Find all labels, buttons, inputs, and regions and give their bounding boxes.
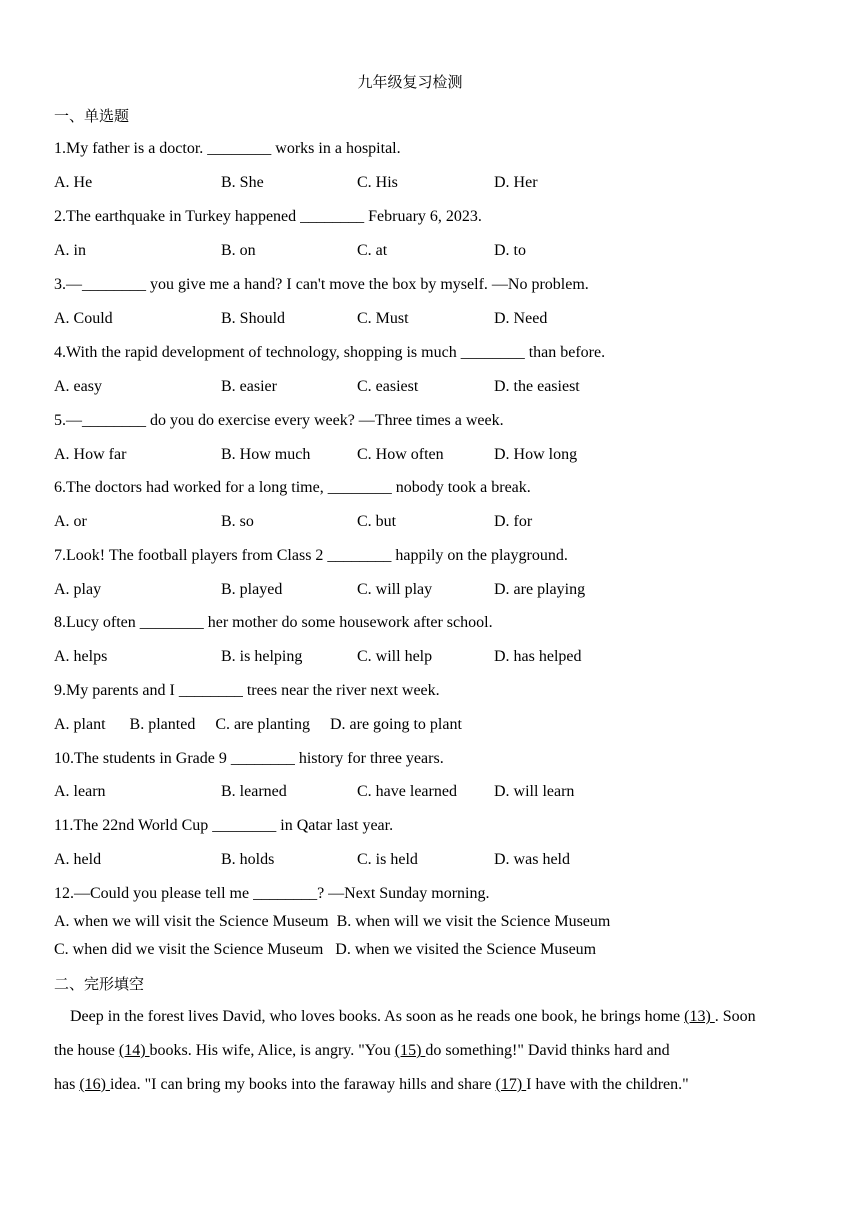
option-b: B. on xyxy=(221,242,256,259)
question-stem: 9.My parents and I ________ trees near the river next week. xyxy=(54,682,440,699)
option-a: A. or xyxy=(54,513,87,530)
cloze-blank-15: (15) xyxy=(394,1042,426,1059)
option-a: A. learn xyxy=(54,783,106,800)
option-a: A. Could xyxy=(54,310,113,327)
cloze-blank-13: (13) xyxy=(684,1008,715,1025)
question-stem: 1.My father is a doctor. ________ works in a hospital. xyxy=(54,140,401,157)
question-stem: 3.—________ you give me a hand? I can't move the box by myself. —No problem. xyxy=(54,276,589,293)
option-b: B. is helping xyxy=(221,648,303,665)
section-heading-cloze: 二、完形填空 xyxy=(54,975,145,993)
option-c: C. His xyxy=(357,174,398,191)
question-options xyxy=(54,241,754,261)
cloze-text: idea. "I can bring my books into the faraway hills and share xyxy=(109,1076,496,1093)
question-stem: 7.Look! The football players from Class 2 ________ happily on the playground. xyxy=(54,547,568,564)
question-options xyxy=(54,309,754,329)
page-title: 九年级复习检测 xyxy=(357,73,463,91)
question-options xyxy=(54,850,754,870)
cloze-text: books. His wife, Alice, is angry. "You xyxy=(149,1042,395,1059)
question-options xyxy=(54,647,754,667)
option-d: D. will learn xyxy=(494,783,575,800)
option-b: B. holds xyxy=(221,851,275,868)
option-b: B. How much xyxy=(221,446,311,463)
option-b: B. Should xyxy=(221,310,286,327)
question-stem: 12.—Could you please tell me ________? —Next Sunday morning. xyxy=(54,885,490,902)
option-d: D. How long xyxy=(494,446,578,463)
question-options xyxy=(54,377,754,397)
option-b: B. learned xyxy=(221,783,287,800)
cloze-text: Deep in the forest lives David, who loves books. As soon as he reads one book, he brings home xyxy=(70,1008,685,1025)
question-options xyxy=(54,445,754,465)
option-a: A. easy xyxy=(54,378,102,395)
option-a: A. helps xyxy=(54,648,108,665)
cloze-text: do something!" David thinks hard and xyxy=(425,1042,670,1059)
question-options xyxy=(54,580,754,600)
option-c: C. have learned xyxy=(357,783,457,800)
question-options xyxy=(54,173,754,193)
cloze-line-2 xyxy=(54,1041,670,1061)
option-d: D. to xyxy=(494,242,526,259)
question-options xyxy=(54,512,754,532)
question-stem: 8.Lucy often ________ her mother do some housework after school. xyxy=(54,614,493,631)
question-stem: 4.With the rapid development of technology, shopping is much ________ than before. xyxy=(54,344,606,361)
option-d: D. for xyxy=(494,513,533,530)
cloze-blank-17: (17) xyxy=(495,1076,527,1093)
section-heading-single-choice: 一、单选题 xyxy=(54,107,130,125)
option-c: C. Must xyxy=(357,310,409,327)
option-c: C. is held xyxy=(357,851,418,868)
option-b: B. played xyxy=(221,581,283,598)
option-c: C. easiest xyxy=(357,378,419,395)
option-a: A. held xyxy=(54,851,102,868)
cloze-line-1 xyxy=(70,1007,756,1027)
option-c: C. will play xyxy=(357,581,433,598)
question-stem: 6.The doctors had worked for a long time, ________ nobody took a break. xyxy=(54,479,531,496)
cloze-line-3 xyxy=(54,1075,689,1095)
option-d: D. Need xyxy=(494,310,548,327)
option-d: D. has helped xyxy=(494,648,582,665)
question-stem: 10.The students in Grade 9 ________ history for three years. xyxy=(54,750,444,767)
question-options-line: A. when we will visit the Science Museum B. when will we visit the Science Museum xyxy=(54,913,611,930)
question-stem: 11.The 22nd World Cup ________ in Qatar last year. xyxy=(54,817,394,834)
cloze-blank-16: (16) xyxy=(79,1076,110,1093)
cloze-blank-14: (14) xyxy=(118,1042,150,1059)
option-d: D. the easiest xyxy=(494,378,580,395)
option-a: A. play xyxy=(54,581,102,598)
question-stem: 5.—________ do you do exercise every week? —Three times a week. xyxy=(54,412,504,429)
cloze-text: the house xyxy=(54,1042,119,1059)
option-d: D. was held xyxy=(494,851,570,868)
option-b: B. easier xyxy=(221,378,277,395)
question-stem: 2.The earthquake in Turkey happened ________ February 6, 2023. xyxy=(54,208,482,225)
option-c: C. but xyxy=(357,513,397,530)
option-a: A. How far xyxy=(54,446,127,463)
option-c: C. at xyxy=(357,242,388,259)
option-b: B. so xyxy=(221,513,254,530)
option-c: C. How often xyxy=(357,446,444,463)
cloze-text: I have with the children." xyxy=(526,1076,689,1093)
question-options xyxy=(54,782,754,802)
question-options-inline: A. plant B. planted C. are planting D. are going to plant xyxy=(54,716,462,733)
option-d: D. Her xyxy=(494,174,538,191)
cloze-text: has xyxy=(54,1076,80,1093)
option-b: B. She xyxy=(221,174,264,191)
option-a: A. He xyxy=(54,174,93,191)
option-c: C. will help xyxy=(357,648,433,665)
option-a: A. in xyxy=(54,242,86,259)
question-options-line: C. when did we visit the Science Museum D. when we visited the Science Museum xyxy=(54,941,597,958)
cloze-text: . Soon xyxy=(714,1008,756,1025)
option-d: D. are playing xyxy=(494,581,586,598)
